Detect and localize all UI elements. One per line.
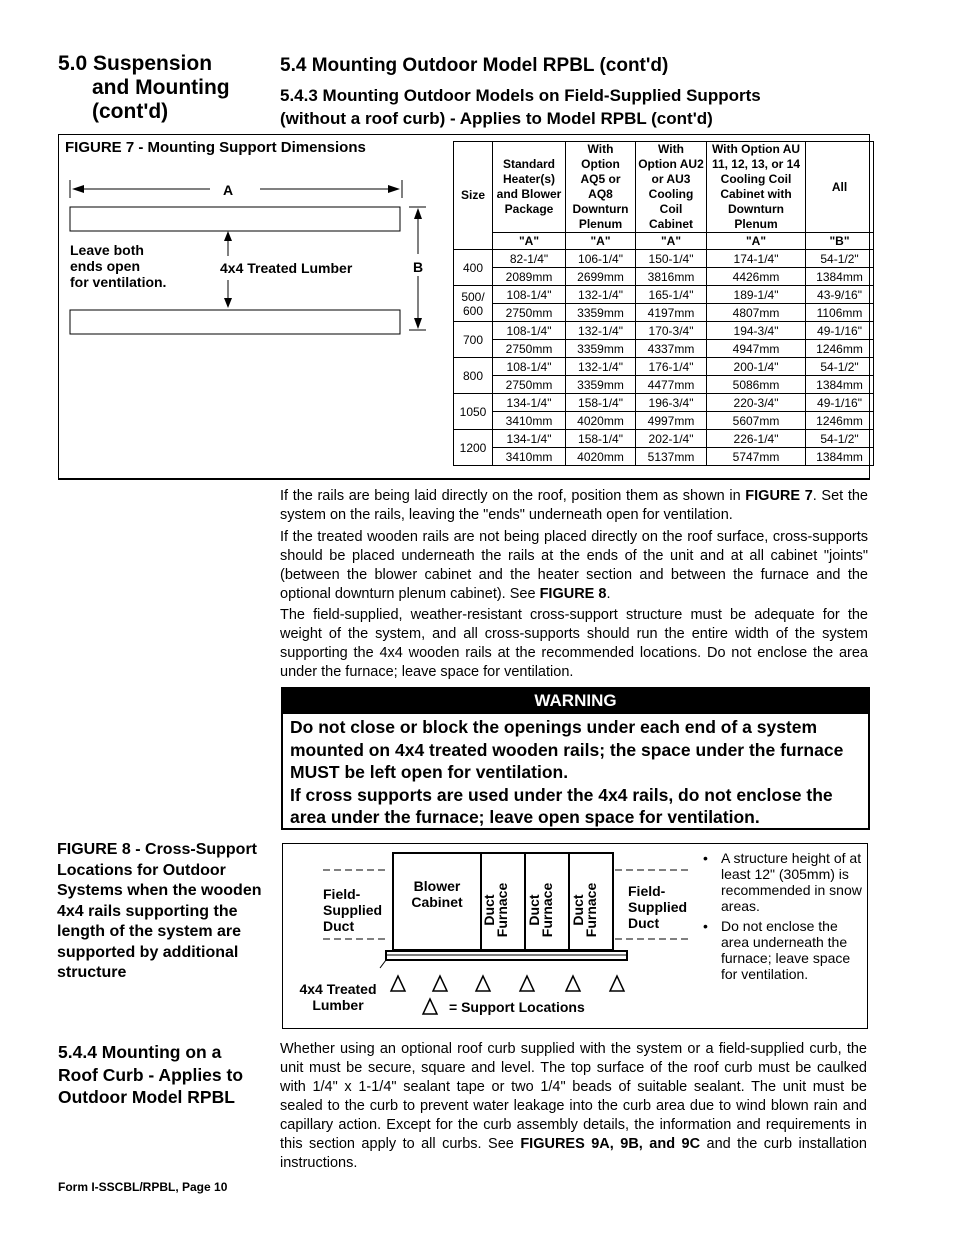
support-marker-6 — [610, 976, 624, 991]
lumber-line2: Lumber — [312, 997, 364, 1013]
table-cell: 176-1/4" — [636, 358, 707, 376]
duct-furnace-label-3 — [572, 870, 598, 950]
table-cell: 2699mm — [566, 268, 636, 286]
table-cell: 200-1/4" — [707, 358, 806, 376]
table-row — [454, 322, 874, 340]
table-cell: 189-1/4" — [707, 286, 806, 304]
page-footer: Form I-SSCBL/RPBL, Page 10 — [58, 1180, 228, 1194]
blower-cabinet-label — [395, 878, 479, 910]
table-cell: 4020mm — [566, 448, 636, 466]
table-cell: 4337mm — [636, 340, 707, 358]
table-row — [454, 394, 874, 412]
lumber-pointer — [380, 960, 386, 968]
table-cell: 106-1/4" — [566, 250, 636, 268]
table-row — [454, 250, 874, 268]
field-right-line2: Supplied — [628, 899, 688, 915]
table-cell: 1246mm — [806, 412, 874, 430]
table-cell: 134-1/4" — [493, 394, 566, 412]
lumber-arrow-up — [224, 231, 232, 241]
paragraph-2 — [280, 528, 868, 604]
figure7-label-b: B — [413, 259, 424, 275]
p544-figure-ref: FIGURES 9A, 9B, and 9C — [520, 1136, 701, 1152]
table-cell: 132-1/4" — [566, 358, 636, 376]
lumber-label — [288, 981, 388, 1013]
subheader-cell: "A" — [707, 233, 806, 250]
support-legend-label: = Support Locations — [449, 999, 585, 1015]
table-cell: 4477mm — [636, 376, 707, 394]
dim-a-arrow-right — [388, 185, 400, 193]
table-cell: 54-1/2" — [806, 358, 874, 376]
table-cell: 1384mm — [806, 448, 874, 466]
table-row — [454, 304, 874, 322]
bottom-rail — [70, 310, 400, 334]
field-right-line1: Field- — [628, 883, 666, 899]
warning-body — [281, 714, 870, 830]
col-header-aq5: With Option AQ5 or AQ8 Downturn Plenum — [566, 142, 636, 233]
table-cell: 3816mm — [636, 268, 707, 286]
table-cell: 226-1/4" — [707, 430, 806, 448]
table-cell: 5086mm — [707, 376, 806, 394]
p2-text-b: . — [606, 586, 611, 602]
table-cell: 3359mm — [566, 340, 636, 358]
support-marker-2 — [433, 976, 447, 991]
table-row — [454, 286, 874, 304]
field-right-line3: Duct — [628, 915, 660, 931]
duct-furnace-label-1 — [483, 870, 509, 950]
table-cell: 132-1/4" — [566, 322, 636, 340]
size-cell: 700 — [454, 322, 493, 358]
leave-open-line2: ends open — [70, 258, 141, 274]
table-cell: 170-3/4" — [636, 322, 707, 340]
table-cell: 4807mm — [707, 304, 806, 322]
field-left-line1: Field- — [323, 886, 361, 902]
p544-text-a: Whether using an optional roof curb supplied with the system or a field-supplied curb, the unit must be secure, square and level. The top surface of the roof curb must be caulked with 1/4" x 1-1/4" sealant tape or two 1/4" beads of suitable sealant. The unit must be sealed to the curb to prevent water leakage into the curb area due to wind blown rain and capillary action. Except for the curb assembly details, the information and requirements in this section apply to all curbs. See — [280, 1041, 867, 1152]
table-cell: 4426mm — [707, 268, 806, 286]
support-marker-5 — [566, 976, 580, 991]
table-row — [454, 268, 874, 286]
table-subheader-row — [454, 233, 874, 250]
dimensions-table — [453, 141, 874, 466]
duct-furnace-label-2 — [528, 870, 554, 950]
table-cell: 1246mm — [806, 340, 874, 358]
section-title — [58, 52, 268, 124]
section-title-line3: (cont'd) — [92, 100, 169, 123]
duct-furnace-2-line2: Furnace — [539, 882, 555, 938]
subsubsection-title — [280, 84, 880, 130]
table-cell: 49-1/16" — [806, 322, 874, 340]
subheader-cell: "B" — [806, 233, 874, 250]
table-cell: 165-1/4" — [636, 286, 707, 304]
col-header-au11: With Option AU 11, 12, 13, or 14 Cooling Coil Cabinet with Downturn Plenum — [707, 142, 806, 233]
table-cell: 3359mm — [566, 376, 636, 394]
leave-open-line3: for ventilation. — [70, 274, 167, 290]
size-cell: 1200 — [454, 430, 493, 466]
col-header-standard: Standard Heater(s) and Blower Package — [493, 142, 566, 233]
table-row — [454, 430, 874, 448]
table-cell: 54-1/2" — [806, 430, 874, 448]
table-header-row — [454, 142, 874, 233]
table-cell: 1384mm — [806, 376, 874, 394]
table-cell: 158-1/4" — [566, 394, 636, 412]
table-cell: 1384mm — [806, 268, 874, 286]
p2-figure-ref: FIGURE 8 — [539, 586, 607, 602]
support-marker-3 — [476, 976, 490, 991]
field-duct-right-label — [628, 883, 687, 931]
duct-furnace-3-line1: Duct — [570, 894, 586, 926]
blower-line2: Cabinet — [411, 894, 463, 910]
figure8-notes — [703, 850, 863, 986]
p544-text-b: and the curb installation instructions. — [280, 1136, 867, 1171]
p2-text-a: If the treated wooden rails are not being placed directly on the roof surface, cross-supports should be placed underneath the rails at the ends of the unit and at all cabinet "joints" (between the blower cabinet and the heater section and between the furnace and the optional downturn plenum cabinet). See — [280, 529, 868, 602]
table-cell: 2750mm — [493, 376, 566, 394]
table-cell: 220-3/4" — [707, 394, 806, 412]
field-duct-left-label — [323, 886, 382, 934]
table-cell: 49-1/16" — [806, 394, 874, 412]
figure7-leave-open-note — [70, 242, 166, 290]
table-cell: 4997mm — [636, 412, 707, 430]
note-bullet-2: • Do not enclose the area underneath the furnace; leave space for ventilation. — [703, 918, 863, 982]
col-header-all: All — [806, 142, 874, 233]
subsubsection-title-line1: 5.4.3 Mounting Outdoor Models on Field-Supplied Supports — [280, 86, 761, 105]
table-cell: 2750mm — [493, 340, 566, 358]
subheader-cell: "A" — [636, 233, 707, 250]
paragraph-3: The field-supplied, weather-resistant cross-support structure must be adequate for the weight of the system, and all cross-supports should run the entire width of the system supporting the 4x4 wooden rails at the recommended locations. Do not enclose the area under the furnace; leave space for ventilation. — [280, 607, 868, 680]
warning-text-1: Do not close or block the openings under each end of a system mounted on 4x4 treated wooden rails; the space under the furnace MUST be left open for ventilation. — [290, 717, 844, 782]
blower-line1: Blower — [413, 878, 461, 894]
support-marker-1 — [391, 976, 405, 991]
support-legend-marker — [423, 999, 437, 1014]
table-cell: 54-1/2" — [806, 250, 874, 268]
p1-figure-ref: FIGURE 7 — [745, 488, 813, 504]
size-cell: 400 — [454, 250, 493, 286]
dim-a-arrow-left — [72, 185, 84, 193]
table-cell: 4947mm — [707, 340, 806, 358]
figure7-title: FIGURE 7 - Mounting Support Dimensions — [65, 139, 366, 156]
table-cell: 4020mm — [566, 412, 636, 430]
table-cell: 134-1/4" — [493, 430, 566, 448]
table-cell: 1106mm — [806, 304, 874, 322]
col-header-au2: With Option AU2 or AU3 Cooling Coil Cabinet — [636, 142, 707, 233]
table-cell: 3410mm — [493, 448, 566, 466]
table-cell: 202-1/4" — [636, 430, 707, 448]
table-cell: 43-9/16" — [806, 286, 874, 304]
table-cell: 108-1/4" — [493, 322, 566, 340]
subsubsection-title-line2: (without a roof curb) - Applies to Model RPBL (cont'd) — [280, 109, 713, 128]
note-bullet-1: • A structure height of at least 12" (305mm) is recommended in snow areas. — [703, 850, 863, 914]
dim-b-arrow-down — [414, 318, 422, 329]
table-cell: 108-1/4" — [493, 286, 566, 304]
duct-furnace-1-line1: Duct — [481, 894, 497, 926]
figure8-caption: FIGURE 8 - Cross-Support Locations for Outdoor Systems when the wooden 4x4 rails supporting the length of the system are supported by additional structure — [57, 841, 262, 981]
top-rail — [70, 207, 400, 231]
paragraph-544 — [280, 1040, 867, 1173]
section-title-line2: and Mounting — [92, 76, 230, 99]
table-cell: 174-1/4" — [707, 250, 806, 268]
subheader-cell: "A" — [493, 233, 566, 250]
figure7-label-a: A — [223, 182, 234, 198]
p1-text-a: If the rails are being laid directly on the roof, position them as shown in — [280, 488, 746, 504]
table-cell: 2750mm — [493, 304, 566, 322]
field-left-line3: Duct — [323, 918, 355, 934]
subsection-title: 5.4 Mounting Outdoor Model RPBL (cont'd) — [280, 55, 669, 76]
warning-text-2: If cross supports are used under the 4x4 rails, do not enclose the area under the furnace; leave open space for ventilation. — [290, 784, 833, 827]
lumber-line1: 4x4 Treated — [299, 981, 377, 997]
table-cell: 5607mm — [707, 412, 806, 430]
table-cell: 4197mm — [636, 304, 707, 322]
table-cell: 3410mm — [493, 412, 566, 430]
support-marker-4 — [520, 976, 534, 991]
figure7-lumber-label: 4x4 Treated Lumber — [220, 260, 353, 276]
table-row — [454, 376, 874, 394]
size-cell: 1050 — [454, 394, 493, 430]
lumber-arrow-down — [224, 298, 232, 308]
table-cell: 3359mm — [566, 304, 636, 322]
section-544-title: 5.4.4 Mounting on a Roof Curb - Applies to Outdoor Model RPBL — [58, 1042, 244, 1107]
field-left-line2: Supplied — [323, 902, 383, 918]
table-row — [454, 358, 874, 376]
table-row — [454, 448, 874, 466]
warning-heading: WARNING — [281, 687, 870, 714]
table-cell: 5747mm — [707, 448, 806, 466]
dim-b-arrow-up — [414, 208, 422, 219]
table-cell: 5137mm — [636, 448, 707, 466]
table-cell: 150-1/4" — [636, 250, 707, 268]
table-row — [454, 340, 874, 358]
paragraph-1 — [280, 487, 868, 525]
table-row — [454, 412, 874, 430]
table-cell: 196-3/4" — [636, 394, 707, 412]
size-cell: 500/ 600 — [454, 286, 493, 322]
duct-furnace-1-line2: Furnace — [494, 882, 510, 938]
table-cell: 132-1/4" — [566, 286, 636, 304]
table-cell: 194-3/4" — [707, 322, 806, 340]
duct-furnace-3-line2: Furnace — [583, 882, 599, 938]
table-cell: 2089mm — [493, 268, 566, 286]
section-title-line1: 5.0 Suspension — [58, 52, 213, 75]
size-cell: 800 — [454, 358, 493, 394]
duct-furnace-2-line1: Duct — [526, 894, 542, 926]
leave-open-line1: Leave both — [70, 242, 144, 258]
table-cell: 108-1/4" — [493, 358, 566, 376]
subheader-cell: "A" — [566, 233, 636, 250]
col-header-size: Size — [454, 142, 493, 250]
table-cell: 158-1/4" — [566, 430, 636, 448]
p1-text-b: . Set the system on the rails, leaving the "ends" underneath open for ventilation. — [280, 488, 868, 523]
table-cell: 82-1/4" — [493, 250, 566, 268]
